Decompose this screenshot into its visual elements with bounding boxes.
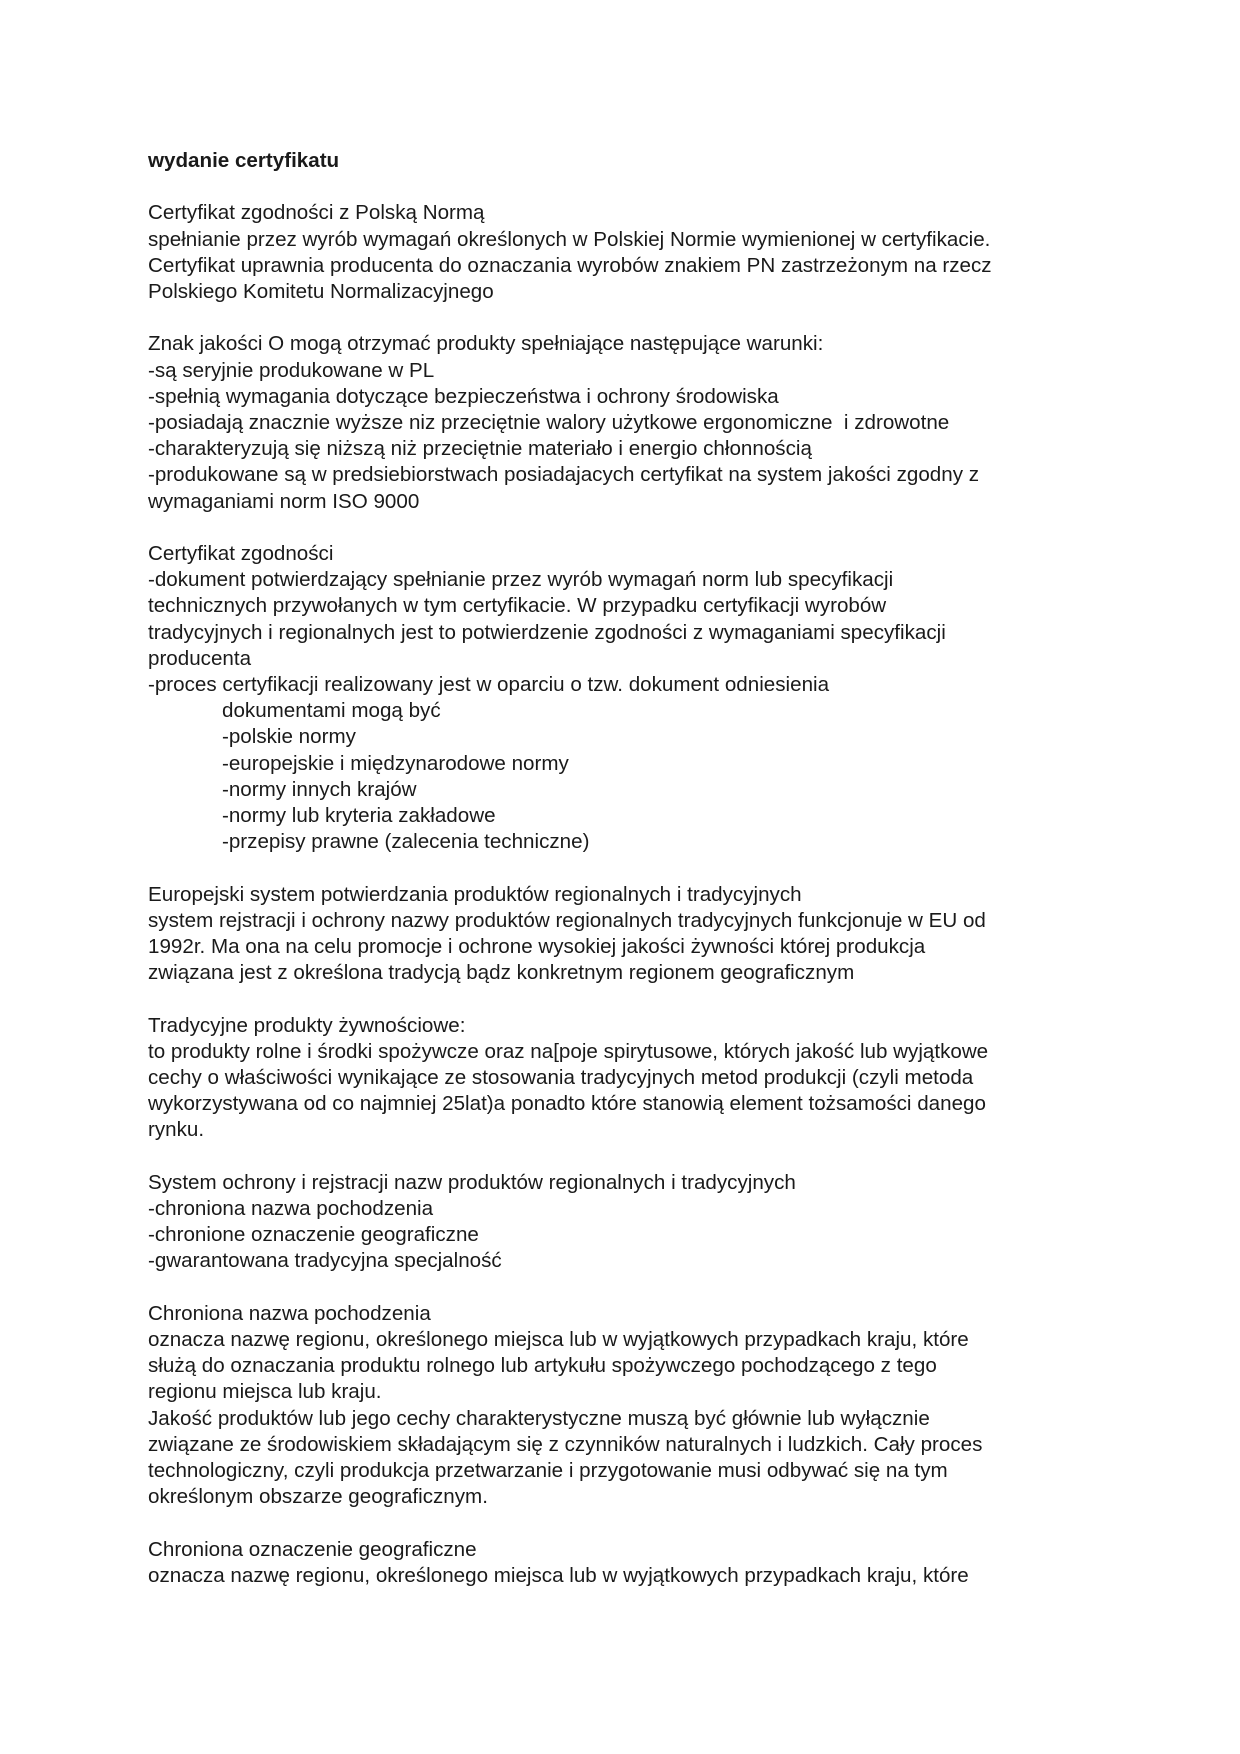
text-line: spełnianie przez wyrób wymagań określonych w Polskiej Normie wymienionej w certyfikacie. [148,227,991,251]
document-title: wydanie certyfikatu [148,149,340,172]
text-line: oznacza nazwę regionu, określonego miejsca lub w wyjątkowych przypadkach kraju, które [148,1328,969,1352]
paragraph-spacer [148,305,1128,331]
text-line: oznacza nazwę regionu, określonego miejsca lub w wyjątkowych przypadkach kraju, które [148,1563,969,1587]
paragraph [148,882,1128,987]
text-line: Certyfikat zgodności z Polską Normą [148,201,485,225]
text-line: cechy o właściwości wynikające ze stosowania tradycyjnych metod produkcji (czyli metoda [148,1066,974,1090]
text-line: -posiadają znacznie wyższe niz przeciętnie walory użytkowe ergonomiczne i zdrowotne [148,411,950,434]
document-body [148,174,1128,1589]
paragraph-spacer [148,515,1128,541]
paragraph-spacer [148,174,1128,200]
text-line: technicznych przywołanych w tym certyfikacie. W przypadku certyfikacji wyrobów [148,594,887,618]
text-line: Jakość produktów lub jego cechy charakterystyczne muszą być głównie lub wyłącznie [148,1406,930,1430]
paragraph-spacer [148,1510,1128,1536]
text-line: -chroniona nazwa pochodzenia [148,1197,434,1221]
text-line: służą do oznaczania produktu rolnego lub artykułu spożywczego pochodzącego z tego [148,1354,937,1378]
paragraph [148,1537,1128,1589]
paragraph-spacer [148,1275,1128,1301]
text-line: System ochrony i rejstracji nazw produktów regionalnych i tradycyjnych [148,1170,796,1194]
text-line: Europejski system potwierdzania produktów regionalnych i tradycyjnych [148,882,802,906]
text-line: Certyfikat uprawnia producenta do oznaczania wyrobów znakiem PN zastrzeżonym na rzecz [148,253,992,277]
text-line: technologiczny, czyli produkcja przetwarzanie i przygotowanie musi odbywać się na tym [148,1459,948,1483]
indented-text-line: -przepisy prawne (zalecenia techniczne) [222,830,590,854]
text-line: Chroniona nazwa pochodzenia [148,1301,431,1325]
text-line: system rejstracji i ochrony nazwy produktów regionalnych tradycyjnych funkcjonuje w EU od [148,908,986,932]
text-line: -gwarantowana tradycyjna specjalność [148,1249,502,1273]
paragraph-spacer [148,986,1128,1012]
text-line: Znak jakości O mogą otrzymać produkty spełniające następujące warunki: [148,332,824,356]
text-line: związane ze środowiskiem składającym się z czynników naturalnych i ludzkich. Cały proces [148,1432,983,1456]
text-line: producenta [148,646,252,670]
paragraph-spacer [148,1144,1128,1170]
text-line: rynku. [148,1118,205,1142]
indented-text-line: -normy lub kryteria zakładowe [222,804,496,828]
indented-text-line: -polskie normy [222,725,356,749]
text-line: -produkowane są w predsiebiorstwach posiadajacych certyfikat na system jakości zgodny z [148,463,980,487]
text-line: określonym obszarze geograficznym. [148,1485,488,1509]
text-line: to produkty rolne i środki spożywcze oraz na[poje spirytusowe, których jakość lub wyjątkowe [148,1039,989,1063]
text-line: Certyfikat zgodności [148,542,334,565]
text-line: związana jest z określona tradycją bądz konkretnym regionem geograficznym [148,961,855,985]
indented-text-line: dokumentami mogą być [222,699,441,723]
text-line: Polskiego Komitetu Normalizacyjnego [148,280,494,303]
text-line: Chroniona oznaczenie geograficzne [148,1537,477,1561]
text-line: -charakteryzują się niższą niż przeciętnie materiało i energio chłonnością [148,437,812,461]
paragraph [148,331,1128,514]
text-line: wykorzystywana od co najmniej 25lat)a ponadto które stanowią element tożsamości danego [148,1092,986,1116]
text-line: -chronione oznaczenie geograficzne [148,1223,479,1247]
text-line: 1992r. Ma ona na celu promocje i ochrone wysokiej jakości żywności której produkcja [148,935,926,959]
text-line: -są seryjnie produkowane w PL [148,358,435,382]
text-line: -dokument potwierdzający spełnianie przez wyrób wymagań norm lub specyfikacji [148,568,894,592]
text-line: -spełnią wymagania dotyczące bezpieczeństwa i ochrony środowiska [148,384,779,408]
text-line: -proces certyfikacji realizowany jest w oparciu o tzw. dokument odniesienia [148,673,830,697]
text-line: wymaganiami norm ISO 9000 [148,489,420,513]
paragraph [148,200,1128,305]
document-page [148,148,1128,1589]
text-line: tradycyjnych i regionalnych jest to potwierdzenie zgodności z wymaganiami specyfikacji [148,620,946,644]
paragraph [148,1301,1128,1511]
paragraph-spacer [148,855,1128,881]
indented-text-line: -normy innych krajów [222,777,417,801]
text-line: Tradycyjne produkty żywnościowe: [148,1013,466,1037]
text-line: regionu miejsca lub kraju. [148,1380,382,1404]
indented-text-line: -europejskie i międzynarodowe normy [222,751,569,775]
paragraph [148,1170,1128,1275]
paragraph [148,541,1128,855]
paragraph [148,1013,1128,1144]
